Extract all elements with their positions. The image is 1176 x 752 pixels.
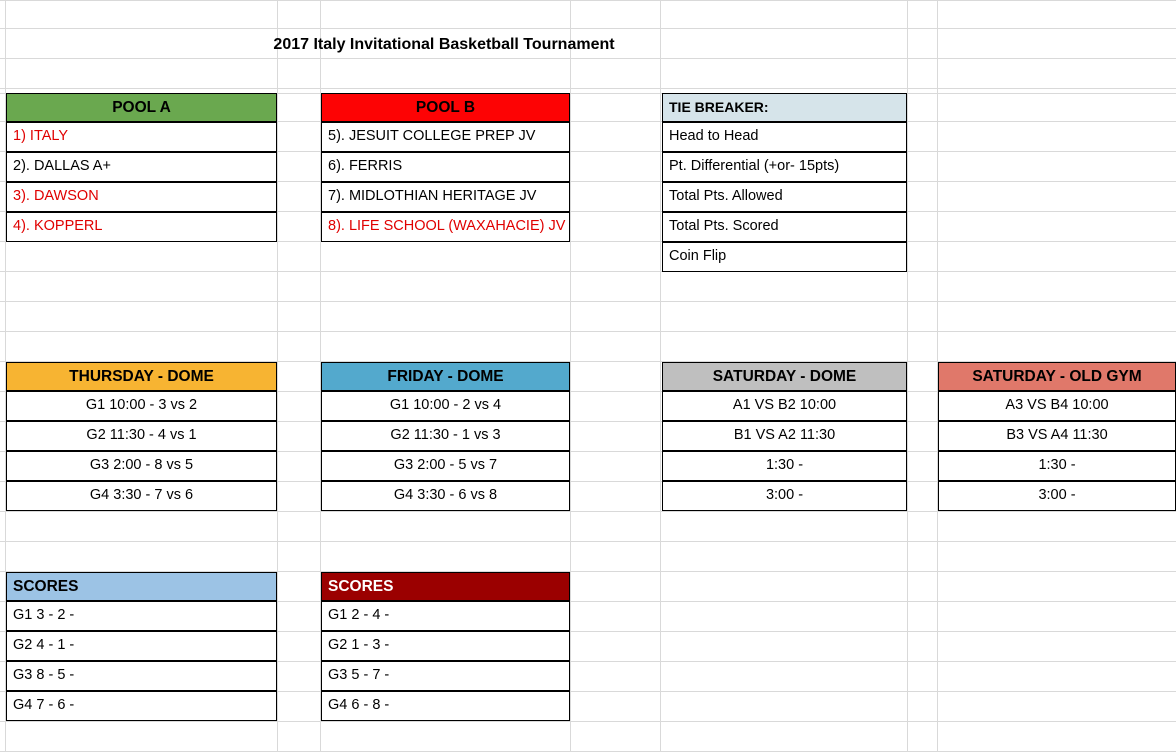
friday-dome-header: FRIDAY - DOME xyxy=(321,362,570,391)
grid-row-line xyxy=(0,301,1176,302)
scores-friday-row-1: G1 2 - 4 - xyxy=(321,601,570,631)
grid-row-line xyxy=(0,721,1176,722)
saturday-dome-game-3: 1:30 - xyxy=(662,451,907,481)
grid-row-line xyxy=(0,541,1176,542)
grid-row-line xyxy=(0,511,1176,512)
saturday-old-gym-game-4: 3:00 - xyxy=(938,481,1176,511)
pool-a-team-3: 3). DAWSON xyxy=(6,182,277,212)
scores-thursday-row-1: G1 3 - 2 - xyxy=(6,601,277,631)
grid-column-line xyxy=(907,0,908,751)
saturday-old-gym-game-3: 1:30 - xyxy=(938,451,1176,481)
tiebreaker-item-3: Total Pts. Allowed xyxy=(662,182,907,212)
scores-thursday-header: SCORES xyxy=(6,572,277,601)
scores-friday-row-3: G3 5 - 7 - xyxy=(321,661,570,691)
scores-thursday-row-4: G4 7 - 6 - xyxy=(6,691,277,721)
saturday-dome-game-1: A1 VS B2 10:00 xyxy=(662,391,907,421)
pool-a-team-1: 1) ITALY xyxy=(6,122,277,152)
grid-column-line xyxy=(570,0,571,751)
thursday-dome-game-3: G3 2:00 - 8 vs 5 xyxy=(6,451,277,481)
thursday-dome-game-1: G1 10:00 - 3 vs 2 xyxy=(6,391,277,421)
scores-friday-header: SCORES xyxy=(321,572,570,601)
tiebreaker-header: TIE BREAKER: xyxy=(662,93,907,122)
pool-b-team-4: 8). LIFE SCHOOL (WAXAHACIE) JV xyxy=(321,212,570,242)
friday-dome-game-4: G4 3:30 - 6 vs 8 xyxy=(321,481,570,511)
grid-column-line xyxy=(277,0,278,751)
pool-b-team-3: 7). MIDLOTHIAN HERITAGE JV xyxy=(321,182,570,212)
scores-friday-row-4: G4 6 - 8 - xyxy=(321,691,570,721)
friday-dome-game-3: G3 2:00 - 5 vs 7 xyxy=(321,451,570,481)
grid-row-line xyxy=(0,28,1176,29)
friday-dome-game-1: G1 10:00 - 2 vs 4 xyxy=(321,391,570,421)
grid-row-line xyxy=(0,88,1176,89)
page-title: 2017 Italy Invitational Basketball Tournament xyxy=(273,36,615,53)
tiebreaker-item-5: Coin Flip xyxy=(662,242,907,272)
saturday-dome-game-2: B1 VS A2 11:30 xyxy=(662,421,907,451)
scores-friday-row-2: G2 1 - 3 - xyxy=(321,631,570,661)
tiebreaker-item-2: Pt. Differential (+or- 15pts) xyxy=(662,152,907,182)
thursday-dome-game-2: G2 11:30 - 4 vs 1 xyxy=(6,421,277,451)
scores-thursday-row-3: G3 8 - 5 - xyxy=(6,661,277,691)
grid-row-line xyxy=(0,331,1176,332)
saturday-dome-game-4: 3:00 - xyxy=(662,481,907,511)
grid-row-line xyxy=(0,271,1176,272)
pool-b-header: POOL B xyxy=(321,93,570,122)
saturday-dome-header: SATURDAY - DOME xyxy=(662,362,907,391)
saturday-old-gym-game-1: A3 VS B4 10:00 xyxy=(938,391,1176,421)
pool-a-header: POOL A xyxy=(6,93,277,122)
pool-b-team-2: 6). FERRIS xyxy=(321,152,570,182)
thursday-dome-game-4: G4 3:30 - 7 vs 6 xyxy=(6,481,277,511)
grid-row-line xyxy=(0,58,1176,59)
thursday-dome-header: THURSDAY - DOME xyxy=(6,362,277,391)
pool-a-team-2: 2). DALLAS A+ xyxy=(6,152,277,182)
grid-column-line xyxy=(660,0,661,751)
tiebreaker-item-1: Head to Head xyxy=(662,122,907,152)
tiebreaker-item-4: Total Pts. Scored xyxy=(662,212,907,242)
pool-a-team-4: 4). KOPPERL xyxy=(6,212,277,242)
grid-row-line xyxy=(0,0,1176,1)
scores-thursday-row-2: G2 4 - 1 - xyxy=(6,631,277,661)
friday-dome-game-2: G2 11:30 - 1 vs 3 xyxy=(321,421,570,451)
saturday-old-gym-game-2: B3 VS A4 11:30 xyxy=(938,421,1176,451)
pool-b-team-1: 5). JESUIT COLLEGE PREP JV xyxy=(321,122,570,152)
saturday-old-gym-header: SATURDAY - OLD GYM xyxy=(938,362,1176,391)
